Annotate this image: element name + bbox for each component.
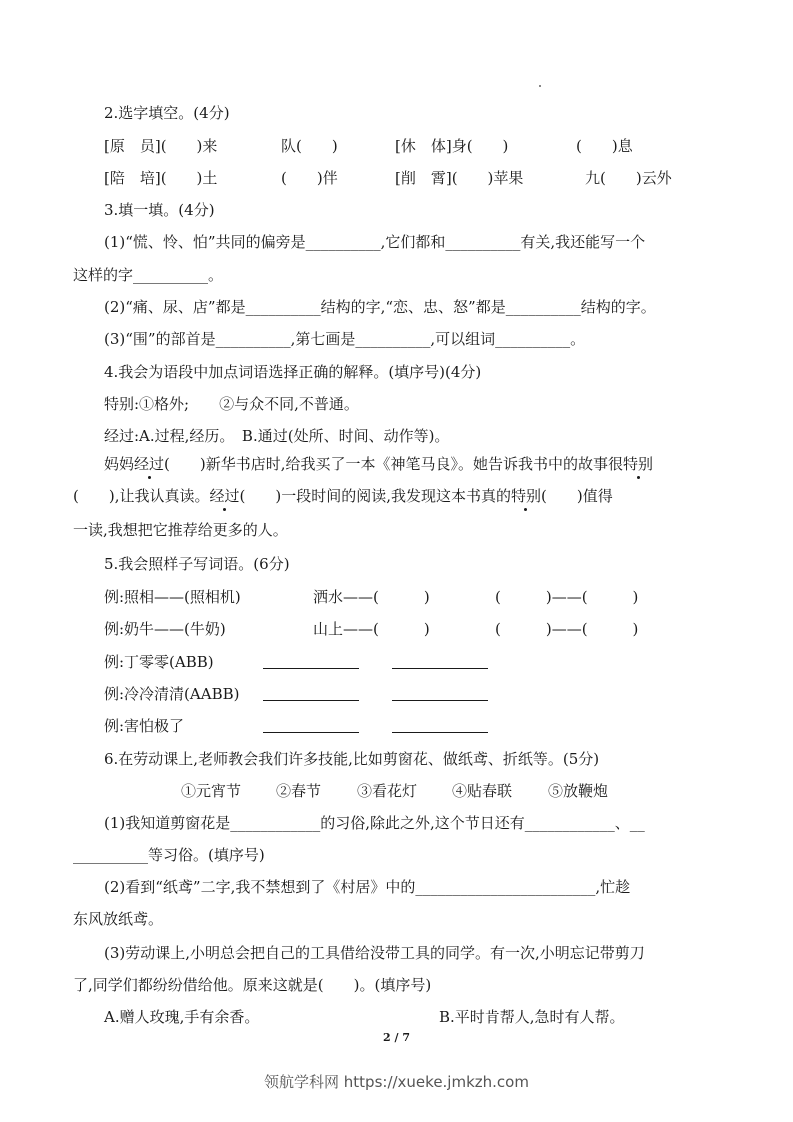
q2-row1-item3: [休 体]身( ) — [395, 137, 509, 155]
q2-row2-item1: [陪 培]( )土 — [104, 169, 218, 187]
q5-row1-item2: 洒水——( ) — [313, 588, 430, 606]
answer-line — [392, 700, 488, 701]
q5-row2-item2: 山上——( ) — [313, 620, 430, 638]
q6-line6: 了,同学们都纷纷借给他。原来这就是( )。(填序号) — [73, 976, 432, 994]
q3-line1: (1)“慌、怜、怕”共同的偏旁是__________,它们都和__________有关,我还能写一个 — [104, 233, 646, 251]
q4-para-line2: ( ),让我认真读。经过( )一段时间的阅读,我发现这本书真的特别( )值得 — [73, 487, 613, 505]
q5-row2-example: 例:奶牛——(牛奶) — [104, 620, 226, 638]
q6-title: 6.在劳动课上,老师教会我们许多技能,比如剪窗花、做纸鸢、折纸等。(5分) — [104, 750, 600, 768]
q6-line3: (2)看到“纸鸢”二字,我不禁想到了《村居》中的________________________,忙趁 — [104, 878, 631, 896]
q6-option-3: ③看花灯 — [357, 782, 418, 800]
q6-line4: 东风放纸鸢。 — [73, 910, 164, 928]
q3-line2: 这样的字__________。 — [73, 266, 224, 284]
q3-line3: (2)“痛、尿、店”都是__________结构的字,“恋、忠、怒”都是__________结构的字。 — [104, 298, 656, 316]
q5-row4-example: 例:冷冷清清(AABB) — [104, 685, 240, 703]
dotted-word-tebie-2: 特别 — [510, 487, 541, 505]
q6-line1: (1)我知道剪窗花是____________的习俗,除此之外,这个节日还有____________、__ — [104, 814, 645, 832]
q4-para-line3: 一读,我想把它推荐给更多的人。 — [73, 521, 288, 539]
dotted-word-tebie-1: 特别 — [623, 455, 654, 473]
q6-option-a: A.赠人玫瑰,手有余香。 — [104, 1008, 260, 1026]
scan-speck — [539, 85, 541, 87]
q2-row1-item2: 队( ) — [281, 137, 338, 155]
answer-line — [263, 700, 359, 701]
q6-option-1: ①元宵节 — [181, 782, 242, 800]
q5-title: 5.我会照样子写词语。(6分) — [104, 555, 290, 573]
q3-line4: (3)“围”的部首是__________,第七画是__________,可以组词__________。 — [104, 330, 586, 348]
q2-row1-item4: ( )息 — [576, 137, 633, 155]
q6-option-b: B.平时肯帮人,急时有人帮。 — [439, 1008, 625, 1026]
q6-option-4: ④贴春联 — [452, 782, 513, 800]
answer-line — [392, 732, 488, 733]
q6-line5: (3)劳动课上,小明总会把自己的工具借给没带工具的同学。有一次,小明忘记带剪刀 — [104, 944, 645, 962]
answer-line — [263, 668, 359, 669]
q2-row1-item1: [原 员]( )来 — [104, 137, 218, 155]
q5-row1-item3: ( )——( ) — [495, 588, 639, 606]
dotted-word-jingguo-1: 经过 — [134, 455, 165, 473]
q6-option-2: ②春节 — [276, 782, 322, 800]
q6-option-5: ⑤放鞭炮 — [548, 782, 609, 800]
q4-def2: 经过:A.过程,经历。 B.通过(处所、时间、动作等)。 — [104, 427, 450, 445]
q5-row5-example: 例:害怕极了 — [104, 717, 185, 735]
q2-row2-item4: 九( )云外 — [585, 169, 672, 187]
answer-line — [263, 732, 359, 733]
q2-row2-item2: ( )伴 — [281, 169, 338, 187]
q2-row2-item3: [削 霄]( )苹果 — [395, 169, 524, 187]
footer-watermark: 领航学科网 https://xueke.jmkzh.com — [264, 1073, 529, 1091]
q6-line2: __________等习俗。(填序号) — [73, 846, 265, 864]
q4-para-line1: 妈妈经过( )新华书店时,给我买了一本《神笔马良》。她告诉我书中的故事很特别 — [104, 455, 654, 473]
q3-title: 3.填一填。(4分) — [104, 201, 215, 219]
q4-title: 4.我会为语段中加点词语选择正确的解释。(填序号)(4分) — [104, 363, 482, 381]
q4-def1: 特别:①格外; ②与众不同,不普通。 — [104, 395, 359, 413]
q5-row3-example: 例:丁零零(ABB) — [104, 653, 214, 671]
dotted-word-jingguo-2: 经过 — [209, 487, 240, 505]
q5-row2-item3: ( )——( ) — [495, 620, 639, 638]
q2-title: 2.选字填空。(4分) — [104, 104, 230, 122]
page-number: 2 / 7 — [383, 1031, 410, 1044]
q5-row1-example: 例:照相——(照相机) — [104, 588, 241, 606]
answer-line — [392, 668, 488, 669]
